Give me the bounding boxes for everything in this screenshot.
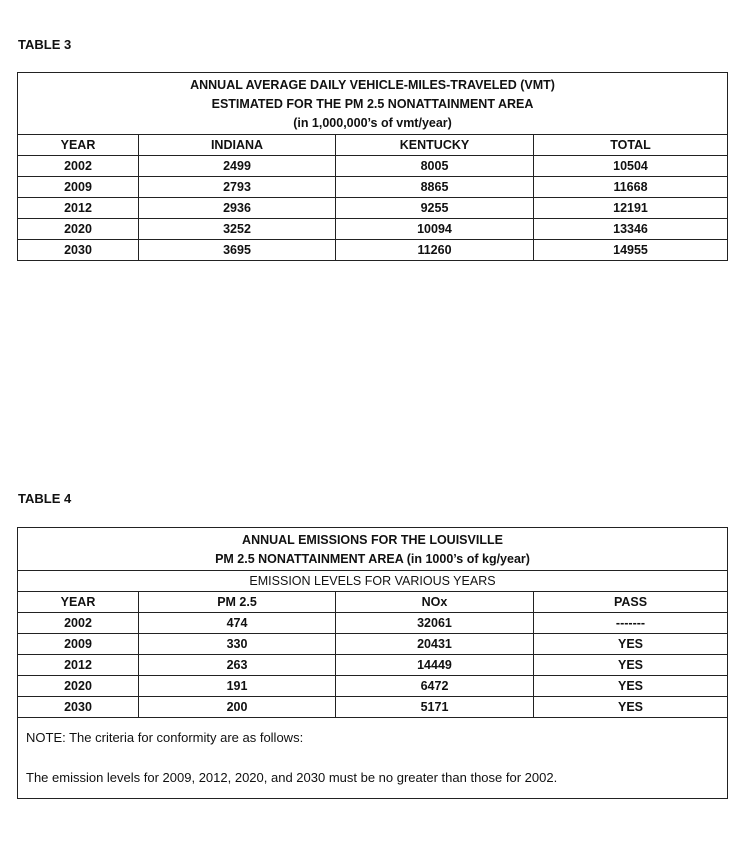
cell: 20431 (336, 634, 534, 655)
cell: 2012 (18, 655, 139, 676)
table-row (18, 655, 728, 676)
cell: 2002 (18, 613, 139, 634)
cell: 8005 (336, 156, 534, 177)
vmt-table-title (18, 73, 728, 135)
cell: 14449 (336, 655, 534, 676)
cell: 10504 (534, 156, 728, 177)
vmt-table (17, 72, 728, 261)
cell: 3252 (139, 219, 336, 240)
table-row (18, 156, 728, 177)
cell: 14955 (534, 240, 728, 261)
cell: 8865 (336, 177, 534, 198)
vmt-header-row (18, 135, 728, 156)
cell: YES (534, 676, 728, 697)
vmt-title-line-1: ANNUAL AVERAGE DAILY VEHICLE-MILES-TRAVELED (VMT) (190, 78, 555, 92)
cell: 6472 (336, 676, 534, 697)
emissions-header-row (18, 592, 728, 613)
cell: YES (534, 634, 728, 655)
cell: YES (534, 697, 728, 718)
cell: 2009 (18, 177, 139, 198)
cell: 10094 (336, 219, 534, 240)
emissions-table-title (18, 528, 728, 571)
conformity-note (18, 718, 728, 799)
table-row (18, 219, 728, 240)
table-row (18, 697, 728, 718)
cell: 2009 (18, 634, 139, 655)
note-criteria: The emission levels for 2009, 2012, 2020, and 2030 must be no greater than those for 2002. (26, 770, 558, 785)
cell: 2793 (139, 177, 336, 198)
cell: 32061 (336, 613, 534, 634)
table-row (18, 634, 728, 655)
cell: 5171 (336, 697, 534, 718)
table-3-label: TABLE 3 (18, 37, 72, 52)
cell: 2030 (18, 240, 139, 261)
header-indiana: INDIANA (139, 135, 336, 156)
note-heading: NOTE: The criteria for conformity are as follows: (26, 730, 304, 745)
vmt-title-line-3: (in 1,000,000’s of vmt/year) (293, 116, 452, 130)
header-nox: NOx (336, 592, 534, 613)
cell: 9255 (336, 198, 534, 219)
cell: 263 (139, 655, 336, 676)
cell: 474 (139, 613, 336, 634)
header-pass: PASS (534, 592, 728, 613)
table-row (18, 240, 728, 261)
cell: YES (534, 655, 728, 676)
emissions-table (17, 527, 728, 799)
emissions-title-line-2: PM 2.5 NONATTAINMENT AREA (in 1000’s of kg/year) (215, 552, 530, 566)
emissions-title-line-1: ANNUAL EMISSIONS FOR THE LOUISVILLE (242, 533, 503, 547)
cell: 2020 (18, 676, 139, 697)
table-row (18, 676, 728, 697)
table-4-label: TABLE 4 (18, 491, 72, 506)
emissions-subtitle: EMISSION LEVELS FOR VARIOUS YEARS (18, 571, 728, 592)
cell: 13346 (534, 219, 728, 240)
vmt-title-line-2: ESTIMATED FOR THE PM 2.5 NONATTAINMENT AREA (211, 97, 534, 111)
table-row (18, 198, 728, 219)
header-total: TOTAL (534, 135, 728, 156)
cell: 2020 (18, 219, 139, 240)
cell: ------- (534, 613, 728, 634)
cell: 12191 (534, 198, 728, 219)
cell: 2002 (18, 156, 139, 177)
cell: 3695 (139, 240, 336, 261)
cell: 200 (139, 697, 336, 718)
cell: 2012 (18, 198, 139, 219)
cell: 11260 (336, 240, 534, 261)
header-pm25: PM 2.5 (139, 592, 336, 613)
cell: 2030 (18, 697, 139, 718)
cell: 191 (139, 676, 336, 697)
cell: 11668 (534, 177, 728, 198)
cell: 2936 (139, 198, 336, 219)
cell: 2499 (139, 156, 336, 177)
header-kentucky: KENTUCKY (336, 135, 534, 156)
table-row (18, 613, 728, 634)
header-year: YEAR (18, 592, 139, 613)
table-row (18, 177, 728, 198)
cell: 330 (139, 634, 336, 655)
header-year: YEAR (18, 135, 139, 156)
